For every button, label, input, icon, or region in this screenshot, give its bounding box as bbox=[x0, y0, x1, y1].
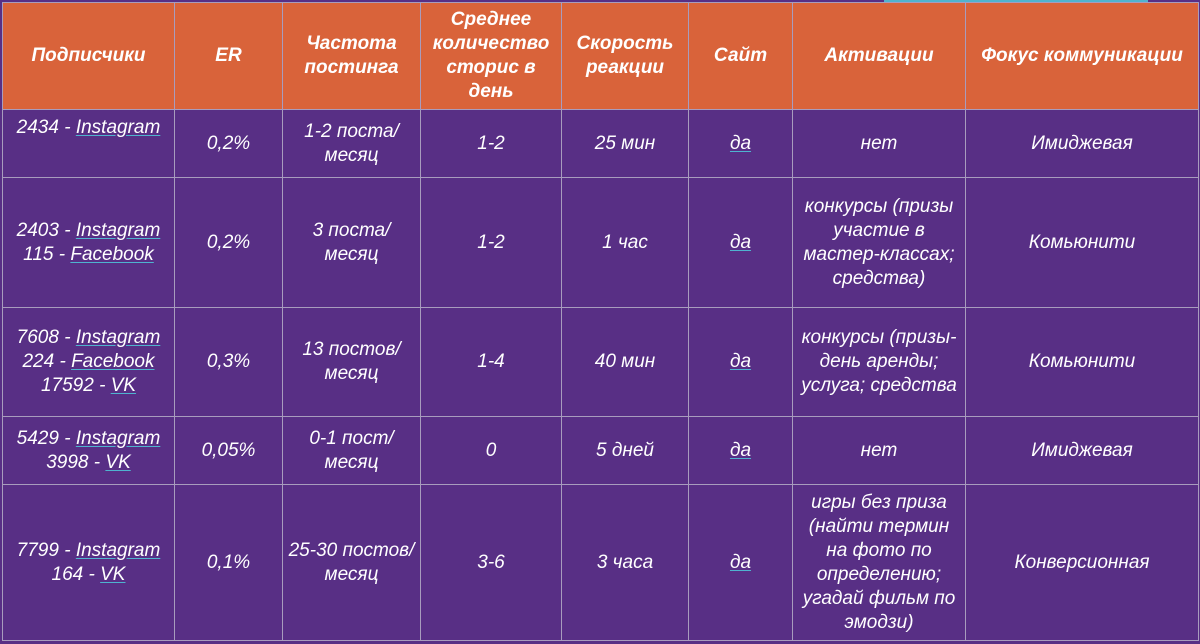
subscribers-cell bbox=[3, 417, 175, 485]
posting-cell: 25-30 постов/ месяц bbox=[283, 485, 421, 641]
header-er: ER bbox=[175, 3, 283, 110]
table-row bbox=[3, 485, 1199, 641]
header-subscribers: Подписчики bbox=[3, 3, 175, 110]
activations-cell: нет bbox=[793, 417, 966, 485]
site-link[interactable]: да bbox=[729, 351, 752, 372]
subscribers-cell bbox=[3, 178, 175, 308]
reaction-cell: 25 мин bbox=[562, 110, 689, 178]
activations-cell: конкурсы (призы участие в мастер-классах; средства) bbox=[793, 178, 966, 308]
focus-cell: Комьюнити bbox=[966, 308, 1199, 417]
site-cell bbox=[689, 110, 793, 178]
site-link[interactable]: да bbox=[729, 439, 752, 461]
activations-cell: нет bbox=[793, 110, 966, 178]
subscriber-count: 164 - bbox=[51, 563, 101, 585]
site-cell bbox=[689, 308, 793, 417]
reaction-cell: 3 часа bbox=[562, 485, 689, 641]
subscribers-cell bbox=[3, 308, 175, 417]
site-link[interactable]: да bbox=[729, 551, 752, 573]
reaction-cell: 5 дней bbox=[562, 417, 689, 485]
reaction-cell: 40 мин bbox=[562, 308, 689, 417]
platform-link[interactable]: VK bbox=[105, 451, 131, 473]
er-cell: 0,2% bbox=[175, 110, 283, 178]
posting-cell: 1-2 поста/ месяц bbox=[283, 110, 421, 178]
platform-link[interactable]: Instagram bbox=[75, 539, 161, 561]
platform-link[interactable]: Instagram bbox=[75, 427, 161, 449]
er-cell: 0,3% bbox=[175, 308, 283, 417]
platform-link[interactable]: Instagram bbox=[75, 327, 161, 348]
table-row bbox=[3, 178, 1199, 308]
subscribers-cell bbox=[3, 485, 175, 641]
stories-cell: 1-4 bbox=[421, 308, 562, 417]
site-cell bbox=[689, 485, 793, 641]
header-stories-per-day: Среднее количество сторис в день bbox=[421, 3, 562, 110]
platform-link[interactable]: Facebook bbox=[71, 351, 155, 372]
platform-link[interactable]: Instagram bbox=[75, 117, 161, 138]
site-link[interactable]: да bbox=[729, 132, 752, 154]
er-cell: 0,1% bbox=[175, 485, 283, 641]
platform-link[interactable]: Instagram bbox=[75, 219, 161, 241]
subscriber-count: 3998 - bbox=[46, 451, 106, 473]
subscriber-count: 7799 - bbox=[16, 539, 76, 561]
header-activations: Активации bbox=[793, 3, 966, 110]
table-row bbox=[3, 308, 1199, 417]
activations-cell: конкурсы (призы-день аренды; услуга; средства bbox=[793, 308, 966, 417]
platform-link[interactable]: VK bbox=[110, 375, 137, 396]
er-cell: 0,05% bbox=[175, 417, 283, 485]
er-cell: 0,2% bbox=[175, 178, 283, 308]
activations-cell: игры без приза (найти термин на фото по определению; угадай фильм по эмодзи) bbox=[793, 485, 966, 641]
reaction-cell: 1 час bbox=[562, 178, 689, 308]
subscriber-count: 7608 - bbox=[16, 327, 76, 348]
stories-cell: 3-6 bbox=[421, 485, 562, 641]
focus-cell: Комьюнити bbox=[966, 178, 1199, 308]
platform-link[interactable]: VK bbox=[100, 563, 126, 585]
stories-cell: 1-2 bbox=[421, 178, 562, 308]
platform-link[interactable]: Facebook bbox=[70, 243, 154, 265]
stories-cell: 1-2 bbox=[421, 110, 562, 178]
posting-cell: 3 поста/ месяц bbox=[283, 178, 421, 308]
header-communication-focus: Фокус коммуникации bbox=[966, 3, 1199, 110]
subscriber-count: 224 - bbox=[22, 351, 72, 372]
focus-cell: Имиджевая bbox=[966, 417, 1199, 485]
site-cell bbox=[689, 417, 793, 485]
header-posting-frequency: Частота постинга bbox=[283, 3, 421, 110]
subscriber-count: 17592 - bbox=[40, 375, 111, 396]
site-link[interactable]: да bbox=[729, 231, 752, 253]
comparison-table bbox=[2, 2, 1199, 641]
posting-cell: 13 постов/ месяц bbox=[283, 308, 421, 417]
header-site: Сайт bbox=[689, 3, 793, 110]
table-row bbox=[3, 417, 1199, 485]
subscriber-count: 5429 - bbox=[16, 427, 76, 449]
focus-cell: Конверсионная bbox=[966, 485, 1199, 641]
focus-cell: Имиджевая bbox=[966, 110, 1199, 178]
subscriber-count: 2434 - bbox=[16, 117, 76, 138]
stories-cell: 0 bbox=[421, 417, 562, 485]
table-row bbox=[3, 110, 1199, 178]
site-cell bbox=[689, 178, 793, 308]
subscribers-cell bbox=[3, 110, 175, 178]
posting-cell: 0-1 пост/ месяц bbox=[283, 417, 421, 485]
header-reaction-speed: Скорость реакции bbox=[562, 3, 689, 110]
header-row bbox=[3, 3, 1199, 110]
subscriber-count: 115 - bbox=[23, 243, 71, 265]
subscriber-count: 2403 - bbox=[16, 219, 76, 241]
